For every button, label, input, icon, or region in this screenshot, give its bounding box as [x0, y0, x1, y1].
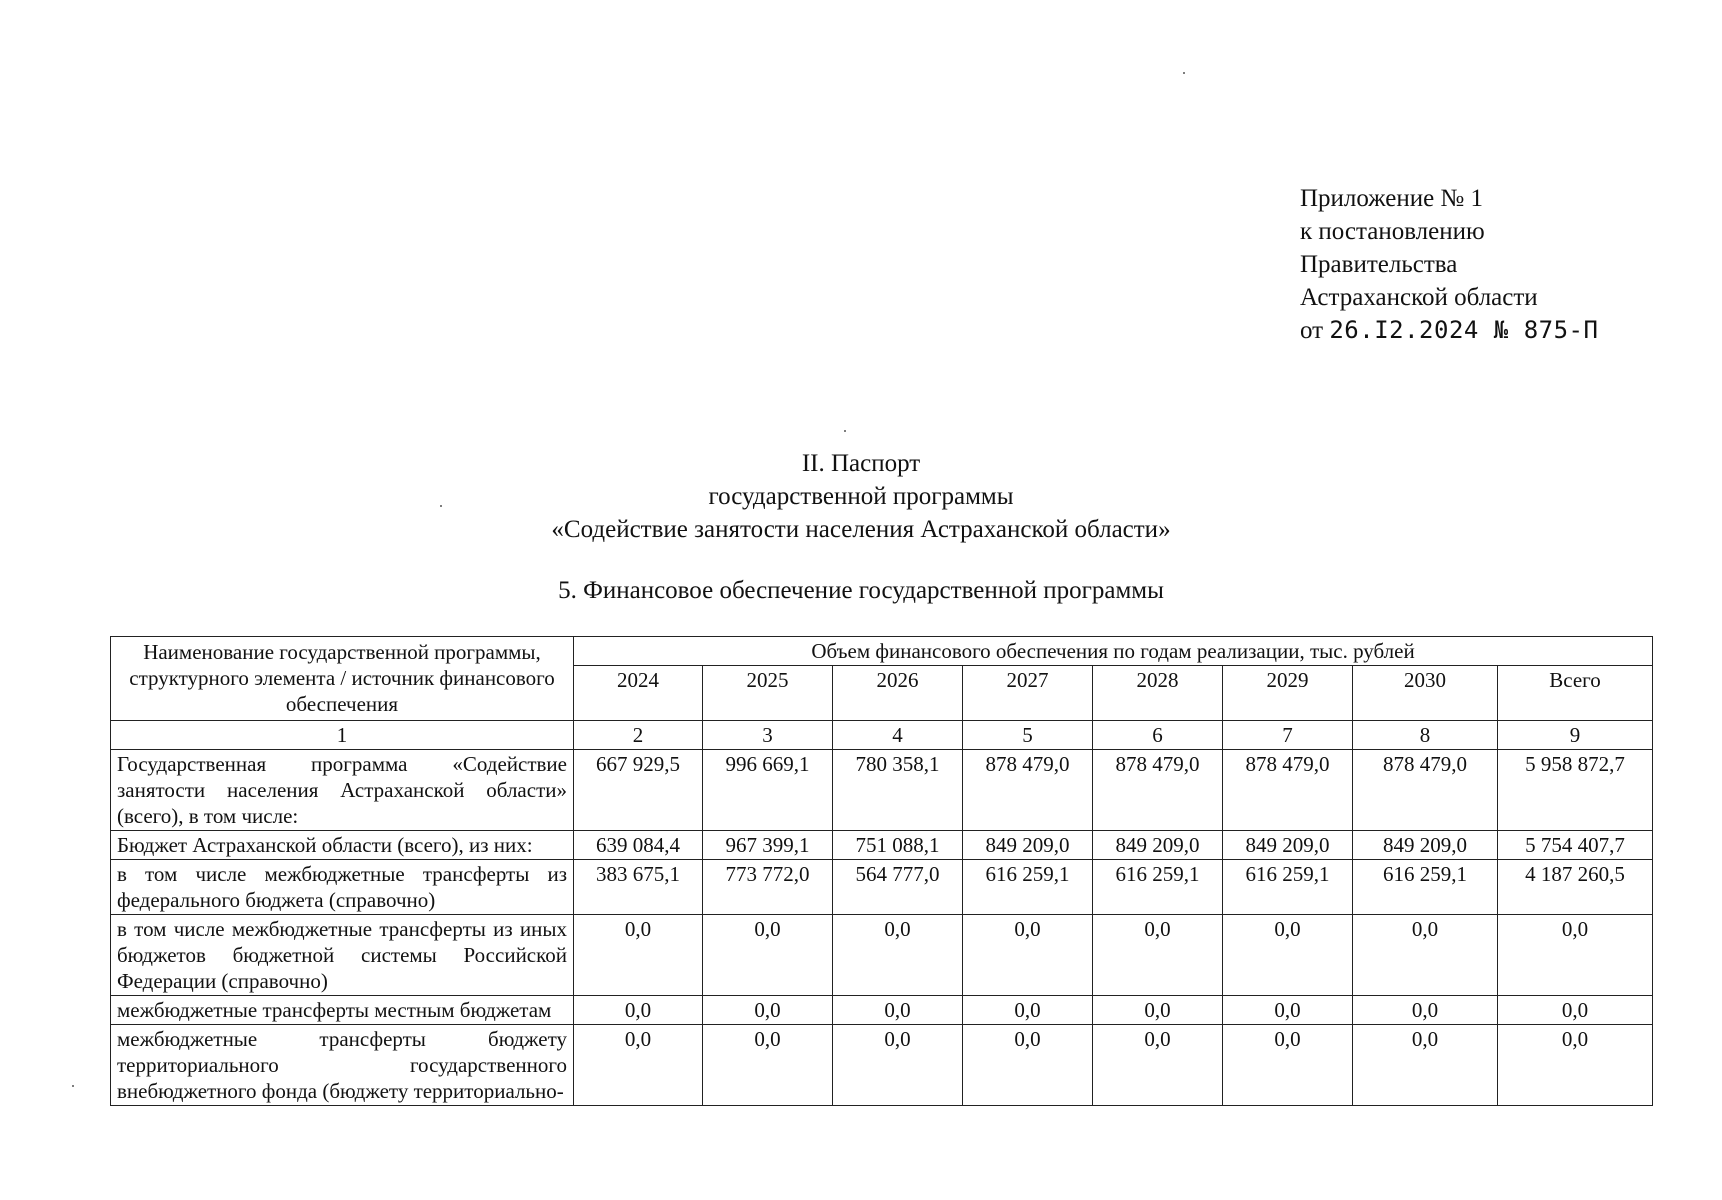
- cell-value: 667 929,5: [574, 750, 703, 831]
- cell-value: 773 772,0: [703, 860, 833, 915]
- column-number: 8: [1353, 721, 1498, 750]
- cell-value: 639 084,4: [574, 831, 703, 860]
- year-header: 2026: [833, 666, 963, 721]
- cell-value: 0,0: [574, 915, 703, 996]
- scan-speck: [72, 1085, 74, 1087]
- row-name: межбюджетные трансферты бюджету территориального государственного внебюджетного фонда (бюджету территориально-: [111, 1025, 574, 1106]
- table-row: [111, 915, 1653, 996]
- cell-value: 0,0: [1353, 996, 1498, 1025]
- passport-subheading: государственной программы: [708, 483, 1014, 510]
- name-column-header: Наименование государственной программы, структурного элемента / источник финансового обеспечения: [111, 637, 574, 721]
- cell-value: 849 209,0: [1093, 831, 1223, 860]
- cell-value: 5 958 872,7: [1498, 750, 1653, 831]
- cell-value: 0,0: [1353, 1025, 1498, 1106]
- appendix-date-prefix: от: [1300, 317, 1324, 344]
- row-name: в том числе межбюджетные трансферты из федерального бюджета (справочно): [111, 860, 574, 915]
- cell-value: 0,0: [703, 996, 833, 1025]
- cell-value: 0,0: [703, 915, 833, 996]
- cell-value: 0,0: [1223, 915, 1353, 996]
- cell-value: 751 088,1: [833, 831, 963, 860]
- cell-value: 0,0: [1498, 996, 1653, 1025]
- cell-value: 0,0: [1498, 1025, 1653, 1106]
- cell-value: 564 777,0: [833, 860, 963, 915]
- cell-value: 0,0: [1353, 915, 1498, 996]
- cell-value: 0,0: [574, 1025, 703, 1106]
- row-name: Бюджет Астраханской области (всего), из них:: [111, 831, 574, 860]
- cell-value: 849 209,0: [963, 831, 1093, 860]
- table-row: [111, 831, 1653, 860]
- cell-value: 616 259,1: [1093, 860, 1223, 915]
- row-name: межбюджетные трансферты местным бюджетам: [111, 996, 574, 1025]
- cell-value: 878 479,0: [1353, 750, 1498, 831]
- appendix-line-2: к постановлению: [1300, 218, 1485, 245]
- cell-value: 878 479,0: [1223, 750, 1353, 831]
- cell-value: 383 675,1: [574, 860, 703, 915]
- cell-value: 0,0: [1498, 915, 1653, 996]
- year-header: 2027: [963, 666, 1093, 721]
- cell-value: 4 187 260,5: [1498, 860, 1653, 915]
- appendix-date-number: 26.I2.2024 № 875-П: [1329, 316, 1599, 344]
- cell-value: 849 209,0: [1353, 831, 1498, 860]
- cell-value: 780 358,1: [833, 750, 963, 831]
- section-title: 5. Финансовое обеспечение государственной программы: [558, 577, 1164, 604]
- cell-value: 0,0: [574, 996, 703, 1025]
- cell-value: 0,0: [1223, 996, 1353, 1025]
- year-header: 2028: [1093, 666, 1223, 721]
- cell-value: 967 399,1: [703, 831, 833, 860]
- cell-value: 0,0: [833, 915, 963, 996]
- cell-value: 849 209,0: [1223, 831, 1353, 860]
- table-row: [111, 1025, 1653, 1106]
- total-header: Всего: [1498, 666, 1653, 721]
- cell-value: 616 259,1: [1353, 860, 1498, 915]
- cell-value: 0,0: [833, 1025, 963, 1106]
- volume-header: Объем финансового обеспечения по годам реализации, тыс. рублей: [574, 637, 1653, 666]
- cell-value: 0,0: [1093, 915, 1223, 996]
- cell-value: 0,0: [963, 1025, 1093, 1106]
- appendix-line-4: Астраханской области: [1300, 284, 1538, 311]
- cell-value: 0,0: [703, 1025, 833, 1106]
- table-row: [111, 750, 1653, 831]
- column-number: 6: [1093, 721, 1223, 750]
- appendix-line-1: Приложение № 1: [1300, 185, 1484, 212]
- passport-heading: II. Паспорт: [801, 450, 921, 477]
- row-name: Государственная программа «Содействие занятости населения Астраханской области» (всего), в том числе:: [111, 750, 574, 831]
- cell-value: 0,0: [963, 996, 1093, 1025]
- column-number: 4: [833, 721, 963, 750]
- year-header: 2030: [1353, 666, 1498, 721]
- year-header: 2025: [703, 666, 833, 721]
- appendix-date-line: [1300, 314, 1598, 347]
- document-titles: [0, 447, 1722, 546]
- column-number: 5: [963, 721, 1093, 750]
- column-number: 1: [111, 721, 574, 750]
- row-name: в том числе межбюджетные трансферты из иных бюджетов бюджетной системы Российской Федерации (справочно): [111, 915, 574, 996]
- table-row: [111, 860, 1653, 915]
- cell-value: 878 479,0: [1093, 750, 1223, 831]
- year-header: 2029: [1223, 666, 1353, 721]
- cell-value: 878 479,0: [963, 750, 1093, 831]
- cell-value: 616 259,1: [1223, 860, 1353, 915]
- cell-value: 0,0: [1223, 1025, 1353, 1106]
- appendix-block: [1300, 182, 1598, 347]
- table-row: [111, 996, 1653, 1025]
- cell-value: 616 259,1: [963, 860, 1093, 915]
- cell-value: 5 754 407,7: [1498, 831, 1653, 860]
- column-number: 9: [1498, 721, 1653, 750]
- cell-value: 0,0: [833, 996, 963, 1025]
- program-name: «Содействие занятости населения Астраханской области»: [551, 516, 1171, 543]
- column-number: 3: [703, 721, 833, 750]
- cell-value: 0,0: [963, 915, 1093, 996]
- column-number: 7: [1223, 721, 1353, 750]
- cell-value: 0,0: [1093, 1025, 1223, 1106]
- scan-speck: [440, 505, 442, 507]
- cell-value: 996 669,1: [703, 750, 833, 831]
- cell-value: 0,0: [1093, 996, 1223, 1025]
- year-header: 2024: [574, 666, 703, 721]
- scan-speck: [1183, 72, 1185, 74]
- scan-speck: [844, 430, 846, 432]
- appendix-line-3: Правительства: [1300, 251, 1458, 278]
- financing-table: [110, 636, 1653, 1106]
- column-number: 2: [574, 721, 703, 750]
